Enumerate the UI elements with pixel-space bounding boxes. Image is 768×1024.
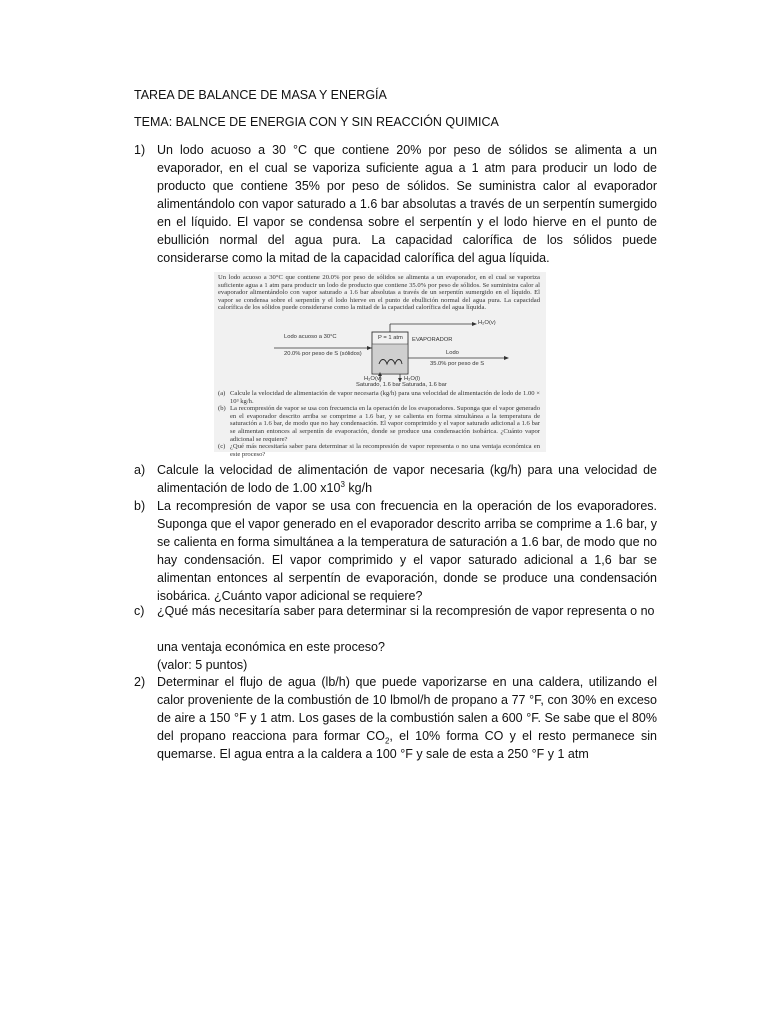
problem-1-text: Un lodo acuoso a 30 °C que contiene 20% por peso de sólidos se alimenta a un evaporador, en el cual se vaporiza suficiente agua a 1 atm para producir un lodo de producto que contiene 35% por peso de sólidos. Se suministra calor al evaporador alimentándolo con vapor saturado a 1.6 bar absolutas a través de un serpentín sumergido en el líquido. El vapor se condensa sobre el serpentín y el lodo hierve en el punto de ebullición normal del agua pura. La capacidad calorífica de los sólidos puede considerarse como la mitad de la capacidad calorífica del agua líquida. [157, 143, 657, 265]
document-title: TAREA DE BALANCE DE MASA Y ENERGÍA [134, 88, 387, 102]
feed-composition-label: 20.0% por peso de S (sólidos) [284, 351, 362, 357]
document-topic: TEMA: BALNCE DE ENERGIA CON Y SIN REACCIÓN QUIMICA [134, 115, 499, 129]
evaporator-label: EVAPORADOR [412, 337, 453, 343]
question-a-text: Calcule la velocidad de alimentación de vapor necesaria (kg/h) para una velocidad de alimentación de lodo de 1.00 $x10^3$ kg/h [157, 463, 657, 495]
question-b-text: La recompresión de vapor se usa con frecuencia en la operación de los evaporadores. Suponga que el vapor generado en el evaporador descrito arriba se comprime a 1.6 bar, y se calienta en forma simultánea a la temperatura de saturación a 1.6 bar, de modo que no hay condensación. El vapor comprimido y el vapor saturado adicional a 1,6 bar se alimentan entonces al serpentín de evaporación, donde se produce una condensación isobárica. ¿Cuánto vapor adicional se requiere? [157, 499, 657, 603]
scan-questions [218, 390, 540, 458]
condensate-out-state: Saturada, 1.6 bar [402, 382, 447, 388]
product-composition-label: 35.0% por peso de S [430, 361, 485, 367]
question-b-letter: b) [134, 499, 146, 513]
scan-question-a: (a) Calcule la velocidad de alimentación de vapor necesaria (kg/h) para una velocidad de alimentación de lodo de 1.00 × 10³ kg/h. [218, 390, 540, 405]
scan-question-c: (c) ¿Qué más necesitaría saber para determinar si la recompresión de vapor representa o no una ventaja económica en este proceso? [218, 443, 540, 458]
feed-label: Lodo acuoso a 30°C [284, 334, 337, 340]
pressure-label: P = 1 atm [378, 335, 403, 341]
question-a-letter: a) [134, 463, 146, 477]
steam-in-label: H₂O(v) [364, 376, 382, 382]
problem-2-number: 2) [134, 675, 146, 689]
condensate-out-label: H₂O(l) [404, 376, 421, 382]
question-c-line1: ¿Qué más necesitaría saber para determinar si la recompresión de vapor representa o no [157, 604, 655, 618]
vapor-out-label: H₂O(v) [478, 320, 496, 326]
scan-question-b: (b) La recompresión de vapor se usa con frecuencia en la operación de los evaporadores. Suponga que el vapor generado en el evaporador descrito arriba se comprime a 1.6 bar, y se calienta en forma simultánea a la temperatura de saturación a 1.6 bar, de modo que no hay condensación. El vapor comprimido y el vapor saturado adicional a 1.6 bar se alimentan entonces al serpentín de evaporación, donde se produce una condensación isobárica. ¿Cuánto vapor adicional se requiere? [218, 405, 540, 443]
steam-in-state: Saturado, 1.6 bar [356, 382, 401, 388]
problem-2-text: Determinar el flujo de agua (lb/h) que puede vaporizarse en una caldera, utilizando el calor proveniente de la combustión de 10 lbmol/h de propano a 77 °F, con 30% en exceso de aire a 150 °F y 1 atm. Los gases de la combustión salen a 600 °F. Se sabe que el 80% del propano reacciona para formar $CO_2$, el 10% forma CO y el resto permanece sin quemarse. El agua entra a la caldera a 100 °F y sale de esta a 250 °F y 1 atm [157, 675, 657, 761]
problem-1-number: 1) [134, 143, 146, 157]
question-c-value: (valor: 5 puntos) [157, 658, 248, 672]
question-c-letter: c) [134, 604, 145, 618]
scan-problem-statement: Un lodo acuoso a 30°C que contiene 20.0% por peso de sólidos se alimenta a un evaporador, en el cual se vaporiza suficiente agua a 1 atm para producir un lodo de producto que contiene 35.0% por peso de sólidos. Se suministra calor al evaporador alimentándolo con vapor saturado a 1.6 bar absolutas a través de un serpentín sumergido en el líquido. El vapor se condensa sobre el serpentín y el lodo hierve en el punto de ebullición normal del agua pura. La capacidad calorífica de los sólidos puede considerarse como la mitad de la capacidad calorífica del agua líquida. [218, 274, 540, 312]
textbook-scan-image [214, 272, 546, 458]
product-label: Lodo [446, 350, 459, 356]
question-c-line2: una ventaja económica en este proceso? [157, 640, 385, 654]
